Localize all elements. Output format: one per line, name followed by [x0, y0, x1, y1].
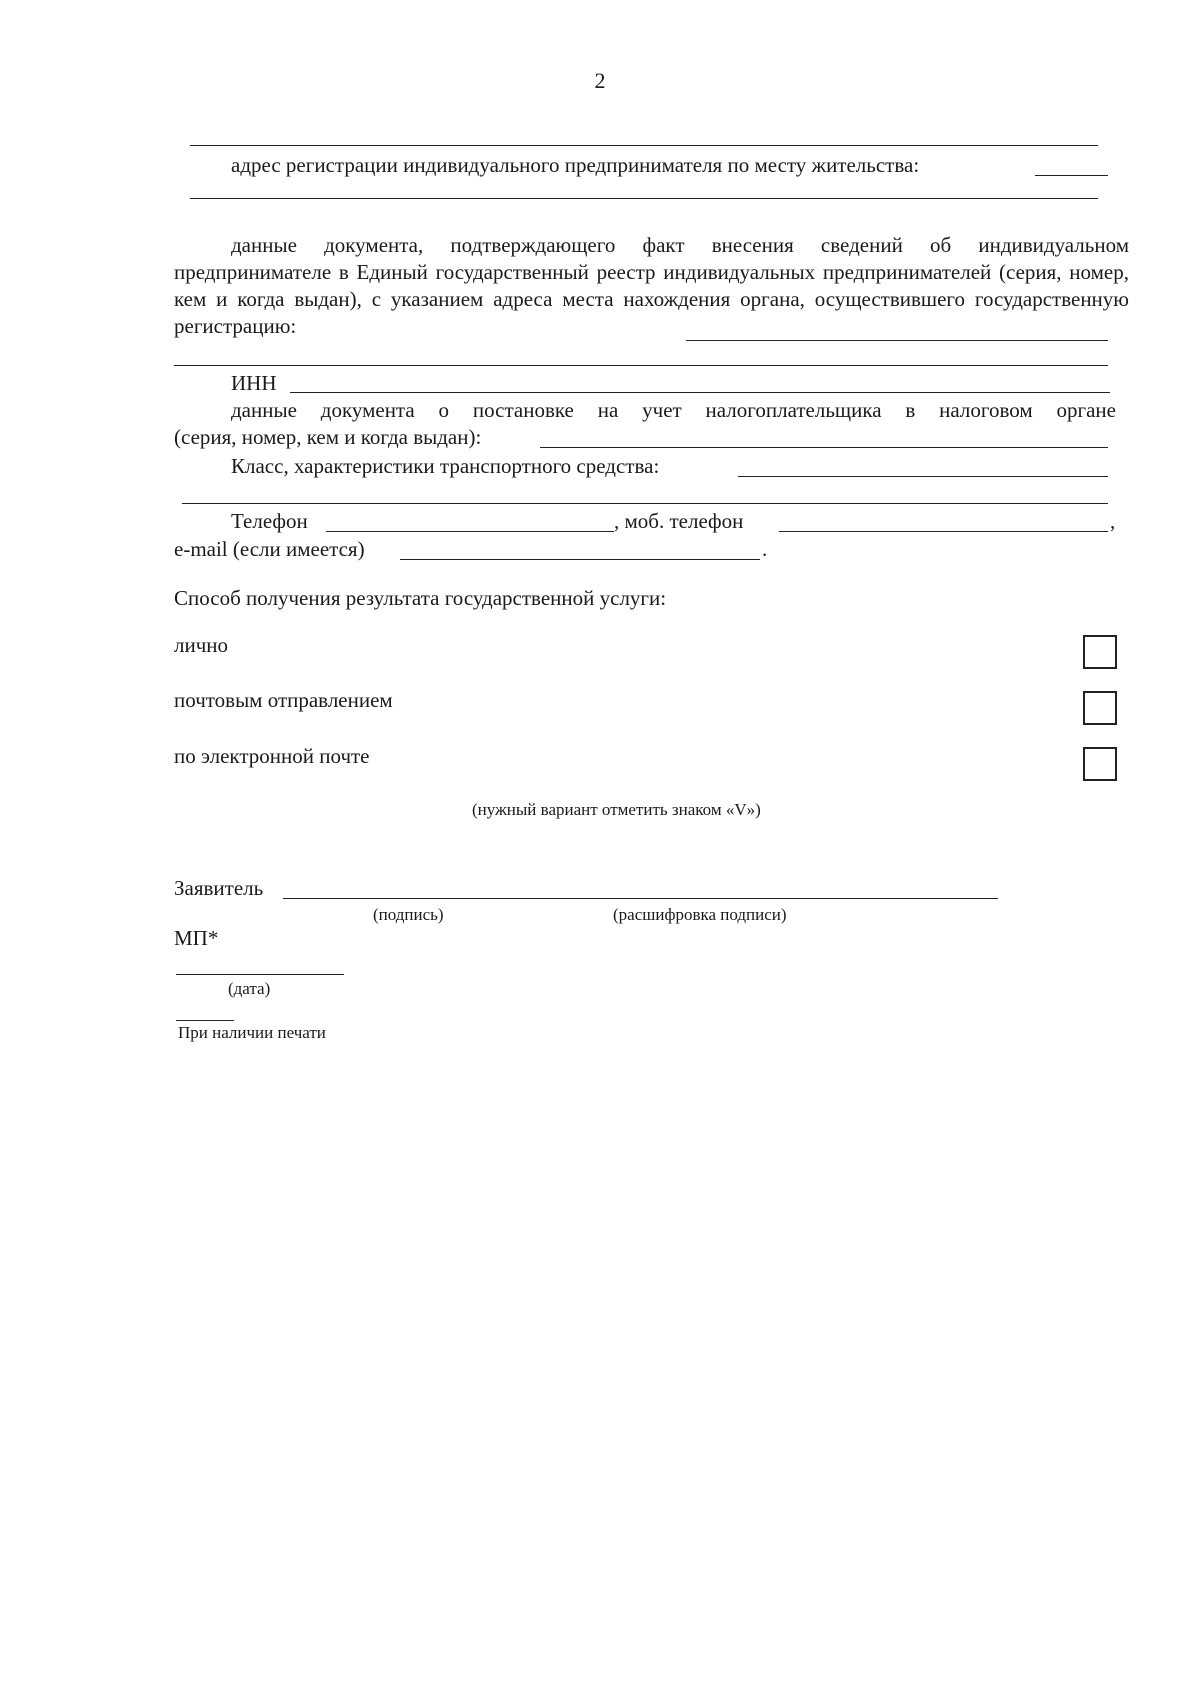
stamp-label: МП*: [174, 926, 219, 950]
signature-decode-caption: (расшифровка подписи): [613, 905, 787, 924]
phone-label: Телефон: [231, 509, 308, 533]
date-field[interactable]: [176, 974, 344, 975]
egrip-text: данные документа, подтверждающего факт внесения сведений об индивидуальном предпринимателе в Единый государственный реестр индивидуальных предпринимателей (серия, номер, кем и когда выдан), с указанием адреса места нахождения органа, осуществившего государственную регистрацию:: [174, 233, 1129, 338]
address-label: адрес регистрации индивидуального предпринимателя по месту жительства:: [231, 153, 920, 177]
egrip-field[interactable]: [686, 340, 1108, 341]
address-field-continuation[interactable]: [190, 198, 1098, 199]
tax-doc-label: данные документа о постановке на учет налогоплательщика в налоговом органе: [231, 398, 1116, 422]
egrip-field-continuation[interactable]: [174, 365, 1108, 366]
tax-doc-label-cont: (серия, номер, кем и когда выдан):: [174, 425, 482, 449]
blank-line: [190, 145, 1098, 146]
option-label-email: по электронной почте: [174, 744, 370, 768]
tax-doc-field[interactable]: [540, 447, 1108, 448]
option-checkbox-in-person[interactable]: [1083, 635, 1117, 669]
footnote-separator: [176, 1020, 234, 1021]
inn-label: ИНН: [231, 371, 277, 395]
date-caption: (дата): [228, 979, 271, 998]
signature-caption: (подпись): [373, 905, 444, 924]
footnote: При наличии печати: [178, 1023, 326, 1042]
egrip-paragraph: [174, 232, 1129, 340]
inn-field[interactable]: [290, 392, 1110, 393]
address-field[interactable]: [1035, 175, 1108, 176]
mobile-field[interactable]: [779, 531, 1108, 532]
applicant-signature-field[interactable]: [283, 898, 998, 899]
vehicle-label: Класс, характеристики транспортного средства:: [231, 454, 660, 478]
comma: ,: [1110, 509, 1116, 533]
option-label-post: почтовым отправлением: [174, 688, 393, 712]
vehicle-field[interactable]: [738, 476, 1108, 477]
check-hint: (нужный вариант отметить знаком «V»): [472, 800, 761, 819]
method-heading: Способ получения результата государственной услуги:: [174, 586, 667, 610]
mobile-label: , моб. телефон: [614, 509, 744, 533]
phone-field[interactable]: [326, 531, 614, 532]
vehicle-field-continuation[interactable]: [182, 503, 1108, 504]
email-field[interactable]: [400, 559, 760, 560]
applicant-label: Заявитель: [174, 876, 264, 900]
option-checkbox-email[interactable]: [1083, 747, 1117, 781]
period: .: [762, 537, 768, 561]
option-label-in-person: лично: [174, 633, 229, 657]
page-number: 2: [594, 68, 606, 93]
email-label: e-mail (если имеется): [174, 537, 365, 561]
option-checkbox-post[interactable]: [1083, 691, 1117, 725]
